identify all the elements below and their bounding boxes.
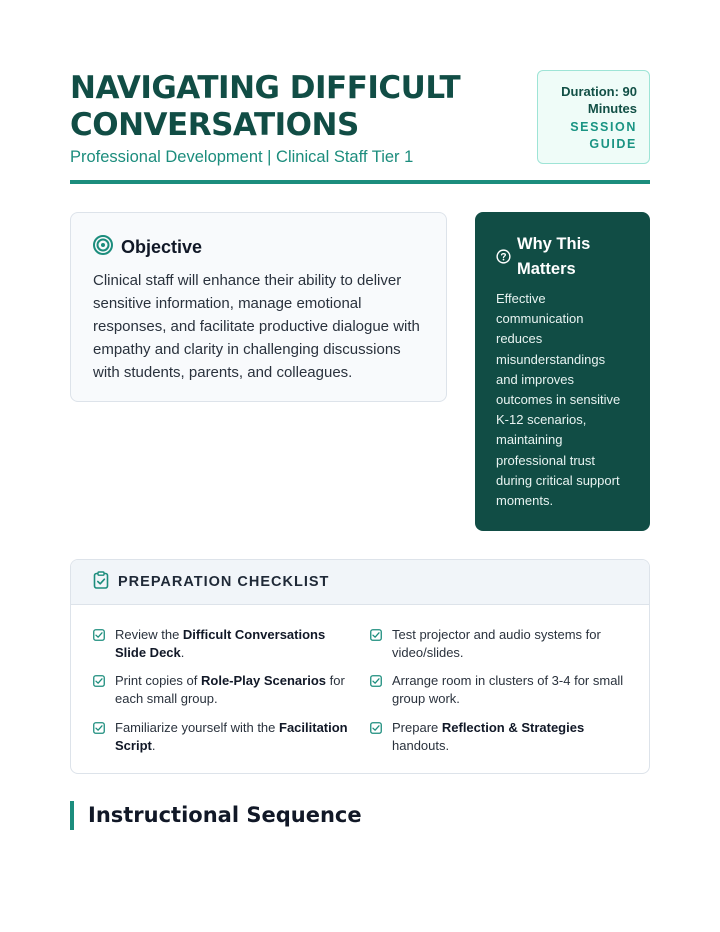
- checklist-item-text: Test projector and audio systems for video/slides.: [392, 627, 601, 660]
- checklist-item-text: Print copies of Role-Play Scenarios for each small group.: [115, 673, 345, 706]
- checkbox-check-icon: [370, 628, 384, 661]
- instructional-sequence-heading: [70, 801, 362, 830]
- why-this-matters-card: [475, 212, 650, 531]
- objective-title: Objective: [121, 237, 203, 257]
- clipboard-check-icon: [93, 571, 109, 594]
- page-title: NAVIGATING DIFFICULT CONVERSATIONS: [70, 70, 461, 143]
- duration-label: Duration: 90 Minutes: [561, 84, 637, 116]
- why-text: Effective communication reduces misunderstandings and improves outcomes in sensitive K-12 scenarios, maintaining professional trust during critical support moments.: [496, 291, 621, 509]
- checklist-item-text: Familiarize yourself with the Facilitation Script.: [115, 720, 348, 753]
- checklist-header: [71, 560, 649, 605]
- session-guide-label: SESSION GUIDE: [570, 120, 637, 151]
- session-badge: [537, 70, 650, 164]
- why-title: Why This Matters: [517, 235, 591, 278]
- target-icon: [93, 235, 113, 260]
- checklist-item: [370, 672, 630, 707]
- checklist-title: PREPARATION CHECKLIST: [118, 574, 330, 590]
- checkbox-check-icon: [93, 721, 107, 754]
- objective-card: [70, 212, 447, 402]
- preparation-checklist: [70, 559, 650, 774]
- question-circle-icon: [496, 249, 511, 269]
- section-title: Instructional Sequence: [88, 803, 362, 827]
- checklist-item-text: Review the Difficult Conversations Slide Deck.: [115, 627, 326, 660]
- page-header: [70, 70, 650, 185]
- checkbox-check-icon: [93, 674, 107, 707]
- checklist-item: [370, 626, 630, 661]
- checklist-item-text: Arrange room in clusters of 3-4 for small group work.: [392, 673, 624, 706]
- checklist-item: [93, 626, 353, 661]
- checkbox-check-icon: [370, 674, 384, 707]
- checklist-item: [93, 672, 353, 707]
- checklist-item: [93, 719, 353, 754]
- page-subtitle: Professional Development | Clinical Staff Tier 1: [70, 148, 414, 166]
- checkbox-check-icon: [370, 721, 384, 754]
- checklist-item-text: Prepare Reflection & Strategies handouts.: [392, 720, 585, 753]
- checkbox-check-icon: [93, 628, 107, 661]
- checklist-item: [370, 719, 630, 754]
- header-divider: [70, 180, 650, 184]
- objective-text: Clinical staff will enhance their ability to deliver sensitive information, manage emotional responses, and facilitate productive dialogue with empathy and clarity in challenging discussions with students, parents, and colleagues.: [93, 272, 420, 381]
